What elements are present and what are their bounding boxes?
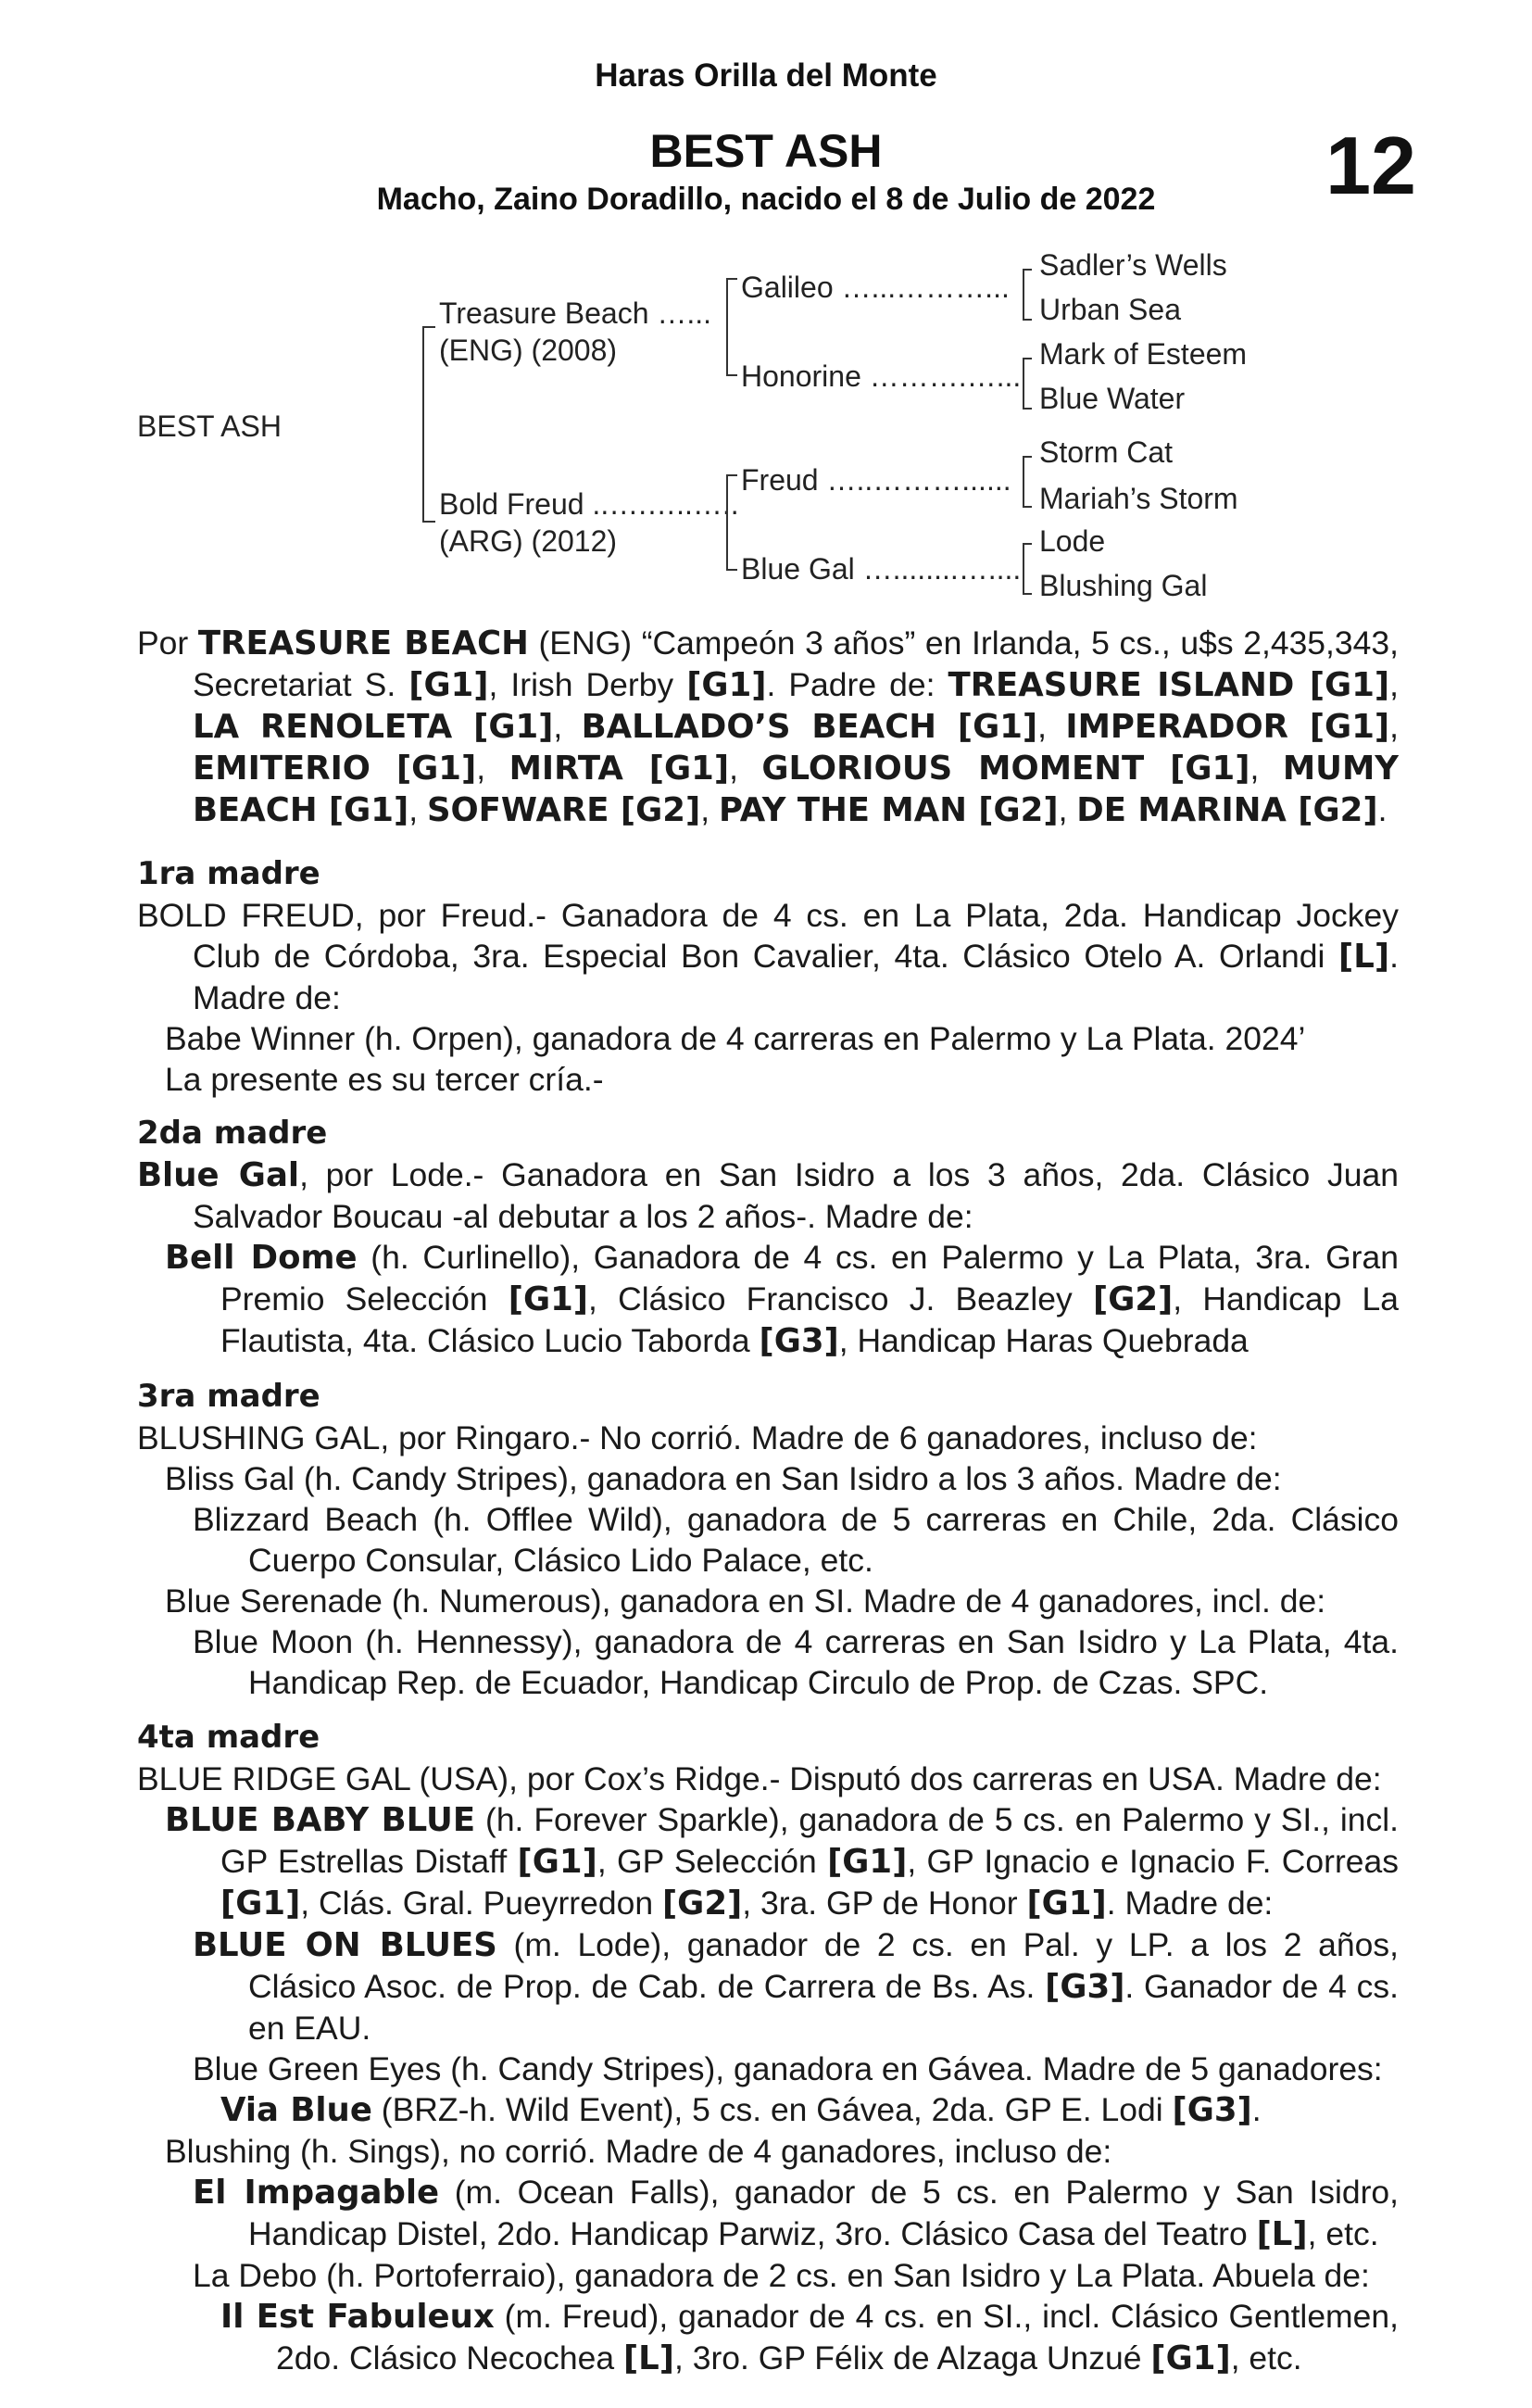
offspring-line: Blushing (h. Sings), no corrió. Madre de 4 ganadores, incluso de:	[165, 2133, 1112, 2170]
bracket-dam-parents	[726, 474, 737, 571]
pedigree-ddd: Blushing Gal	[1039, 569, 1208, 602]
bracket-honorine	[1023, 358, 1032, 410]
text: ,	[1037, 708, 1066, 745]
text: . Ganador de 4 cs. en EAU.	[248, 1968, 1399, 2047]
offspring-paragraph	[137, 1924, 1399, 2049]
text: (BRZ-h. Wild Event), 5 cs. en Gávea, 2da. GP E. Lodi	[371, 2091, 1173, 2128]
text: , GP Ignacio e Ignacio F. Correas	[907, 1843, 1400, 1880]
bracket-gen1	[422, 326, 435, 523]
pedigree-sds: Mark of Esteem	[1039, 337, 1248, 371]
grade-badge: [G3]	[1045, 1968, 1125, 2006]
section-heading: 4ta madre	[137, 1719, 320, 1756]
sire-section	[137, 623, 1399, 831]
offspring-paragraph: Blue Moon (h. Hennessy), ganadora de 4 carreras en San Isidro y La Plata, 4ta. Handicap Rep. de Ecuador, Handicap Circulo de Prop. de Czas. SPC.	[193, 1623, 1399, 1701]
pedigree-sss: Sadler’s Wells	[1039, 248, 1227, 282]
text: . Madre de:	[193, 938, 1399, 1016]
offspring-paragraph	[137, 2296, 1399, 2379]
text: (m. Freud), ganador de 4 cs. en SI., incl. Clásico Gentlemen, 2do. Clásico Necochea	[276, 2298, 1399, 2376]
grade-badge: [G1]	[1150, 2339, 1231, 2377]
offspring-line: La Debo (h. Portoferraio), ganadora de 2 cs. en San Isidro y La Plata. Abuela de:	[193, 2257, 1370, 2294]
offspring-paragraph	[137, 2172, 1399, 2255]
pedigree-dds: Lode	[1039, 524, 1106, 558]
text: , Clás. Gral. Pueyrredon	[300, 1885, 662, 1922]
offspring: LA RENOLETA [G1]	[193, 708, 554, 746]
pedigree-dam: Bold Freud ..….…..…..	[439, 487, 739, 521]
text: ,	[408, 791, 427, 828]
section-heading: 1ra madre	[137, 855, 320, 892]
pedigree-sire: Treasure Beach …...	[439, 296, 712, 330]
text: , GP Selección	[596, 1843, 828, 1880]
horse-name: BEST ASH	[649, 125, 883, 177]
section-heading: 2da madre	[137, 1115, 328, 1152]
offspring-paragraph	[137, 1237, 1399, 1362]
offspring-paragraph	[137, 1799, 1399, 1924]
pedigree-dam-origin: (ARG) (2012)	[439, 524, 618, 558]
offspring: EMITERIO [G1]	[193, 750, 477, 788]
horse-description: Macho, Zaino Doradillo, nacido el 8 de Julio de 2022	[376, 182, 1156, 217]
pedigree-sire-sire: Galileo …...………...	[741, 271, 1010, 304]
text: Por	[137, 624, 198, 662]
grade-badge: [G3]	[759, 1322, 839, 1360]
first-dam-section	[137, 852, 1399, 1100]
grade-badge: [G1]	[1026, 1885, 1107, 1923]
offspring: MUMY BEACH [G1]	[193, 750, 1399, 829]
grade-badge: [G2]	[1092, 1280, 1174, 1318]
dam-paragraph	[137, 895, 1399, 1018]
grade-badge: [G1]	[508, 1280, 589, 1318]
text: , etc.	[1230, 2339, 1302, 2376]
offspring-line: Bliss Gal (h. Candy Stripes), ganadora en San Isidro a los 3 años. Madre de:	[165, 1460, 1282, 1497]
pedigree-ssd: Urban Sea	[1039, 293, 1181, 326]
dam-name: Blue Gal	[137, 1156, 300, 1194]
offspring-name: Via Blue	[220, 2091, 372, 2129]
text: ,	[476, 750, 509, 787]
offspring-line: Blue Green Eyes (h. Candy Stripes), ganadora en Gávea. Madre de 5 ganadores:	[193, 2050, 1383, 2087]
text: (ENG) “Campeón 3 años” en Irlanda, 5 cs., u$s 2,435,343, Secretariat S.	[193, 624, 1400, 703]
offspring-line	[137, 2089, 1399, 2131]
offspring-name: BLUE ON BLUES	[193, 1926, 497, 1964]
offspring-name: Il Est Fabuleux	[220, 2298, 495, 2336]
text: , Handicap Haras Quebrada	[838, 1322, 1249, 1359]
grade-badge: [G1]	[686, 666, 767, 704]
section-heading: 3ra madre	[137, 1378, 320, 1415]
third-dam-section	[137, 1375, 1399, 1703]
text: BOLD FREUD, por Freud.- Ganadora de 4 cs. en La Plata, 2da. Handicap Jockey Club de Córdoba, 3ra. Especial Bon Cavalier, 4ta. Clásico Otelo A. Orlandi	[137, 897, 1399, 975]
offspring-name: El Impagable	[193, 2174, 440, 2212]
pedigree-sire-origin: (ENG) (2008)	[439, 334, 618, 367]
dam-paragraph: BLUE RIDGE GAL (USA), por Cox’s Ridge.- Disputó dos carreras en USA. Madre de:	[137, 1760, 1382, 1797]
text: , por Lode.- Ganadora en San Isidro a los 3 años, 2da. Clásico Juan Salvador Boucau -al debutar a los 2 años-. Madre de:	[193, 1156, 1399, 1235]
grade-badge: [G1]	[220, 1885, 301, 1923]
grade-badge: [G1]	[408, 666, 489, 704]
pedigree-sdd: Blue Water	[1039, 382, 1186, 415]
grade-badge: [G3]	[1172, 2091, 1252, 2129]
grade-badge: [L]	[1256, 2215, 1308, 2253]
text: , Clásico Francisco J. Beazley	[588, 1280, 1093, 1317]
offspring: GLORIOUS MOMENT [G1]	[761, 750, 1250, 788]
bracket-sire-parents	[726, 278, 737, 376]
offspring: DE MARINA [G2]	[1076, 791, 1378, 829]
pedigree-dam-sire: Freud …..………......	[741, 463, 1011, 497]
offspring: IMPERADOR [G1]	[1065, 708, 1390, 746]
second-dam-section	[137, 1112, 1399, 1362]
text: , etc.	[1307, 2215, 1379, 2252]
text: .	[1377, 791, 1388, 828]
text: ,	[1058, 791, 1077, 828]
offspring-line: Blue Serenade (h. Numerous), ganadora en SI. Madre de 4 ganadores, incl. de:	[165, 1582, 1326, 1620]
offspring: PAY THE MAN [G2]	[718, 791, 1059, 829]
grade-badge: [G1]	[827, 1843, 908, 1881]
offspring: MIRTA [G1]	[509, 750, 730, 788]
text: (h. Forever Sparkle), ganadora de 5 cs. en Palermo y SI., incl. GP Estrellas Distaff	[220, 1801, 1399, 1880]
sire-paragraph	[137, 623, 1399, 831]
dam-paragraph	[137, 1154, 1399, 1237]
pedigree-dsd: Mariah’s Storm	[1039, 482, 1238, 515]
bracket-galileo	[1023, 269, 1032, 321]
note-line: La presente es su tercer cría.-	[165, 1061, 604, 1098]
text: ,	[553, 708, 582, 745]
text: (h. Curlinello), Ganadora de 4 cs. en Palermo y La Plata, 3ra. Gran Premio Selección	[220, 1239, 1399, 1317]
text: .	[1251, 2091, 1262, 2128]
grade-badge: [G2]	[661, 1885, 743, 1923]
offspring: SOFWARE [G2]	[426, 791, 701, 829]
text: . Padre de:	[766, 666, 948, 703]
bracket-freud	[1023, 456, 1032, 508]
text: ,	[1249, 750, 1283, 787]
offspring-name: BLUE BABY BLUE	[165, 1801, 476, 1839]
bracket-blue-gal	[1023, 543, 1032, 595]
offspring-name: Bell Dome	[165, 1239, 358, 1277]
text: ,	[729, 750, 762, 787]
text: ,	[700, 791, 719, 828]
offspring-line: Babe Winner (h. Orpen), ganadora de 4 carreras en Palermo y La Plata. 2024’	[165, 1020, 1306, 1057]
text: ,	[1389, 666, 1399, 703]
text: , Handicap La Flautista, 4ta. Clásico Lucio Taborda	[220, 1280, 1399, 1359]
text: (m. Lode), ganador de 2 cs. en Pal. y LP. a los 2 años, Clásico Asoc. de Prop. de Cab. de Carrera de Bs. As.	[248, 1926, 1400, 2005]
text: , Irish Derby	[488, 666, 687, 703]
text: ,	[1389, 708, 1399, 745]
lot-number: 12	[1325, 120, 1416, 211]
pedigree-dam-dam: Blue Gal …........…....	[741, 552, 1022, 586]
dam-paragraph: BLUSHING GAL, por Ringaro.- No corrió. Madre de 6 ganadores, incluso de:	[137, 1419, 1258, 1456]
sire-name: TREASURE BEACH	[197, 624, 529, 662]
offspring: BALLADO’S BEACH [G1]	[581, 708, 1038, 746]
pedigree-dss: Storm Cat	[1039, 435, 1174, 469]
grade-badge: [G1]	[517, 1843, 597, 1881]
text: , 3ra. GP de Honor	[742, 1885, 1027, 1922]
grade-badge: [L]	[622, 2339, 675, 2377]
text: , 3ro. GP Félix de Alzaga Unzué	[674, 2339, 1151, 2376]
pedigree-subject: BEST ASH	[137, 410, 282, 443]
grade-badge: [L]	[1338, 938, 1390, 976]
text: . Madre de:	[1106, 1885, 1274, 1922]
fourth-dam-section	[137, 1716, 1399, 2379]
offspring-paragraph: Blizzard Beach (h. Offlee Wild), ganadora de 5 carreras en Chile, 2da. Clásico Cuerpo Consular, Clásico Lido Palace, etc.	[193, 1501, 1399, 1579]
farm-name: Haras Orilla del Monte	[595, 57, 937, 94]
offspring: TREASURE ISLAND [G1]	[948, 666, 1390, 704]
text: (m. Ocean Falls), ganador de 5 cs. en Palermo y San Isidro, Handicap Distel, 2do. Handicap Parwiz, 3ro. Clásico Casa del Teatro	[248, 2174, 1400, 2252]
pedigree-sire-dam: Honorine ……….…...	[741, 359, 1022, 393]
